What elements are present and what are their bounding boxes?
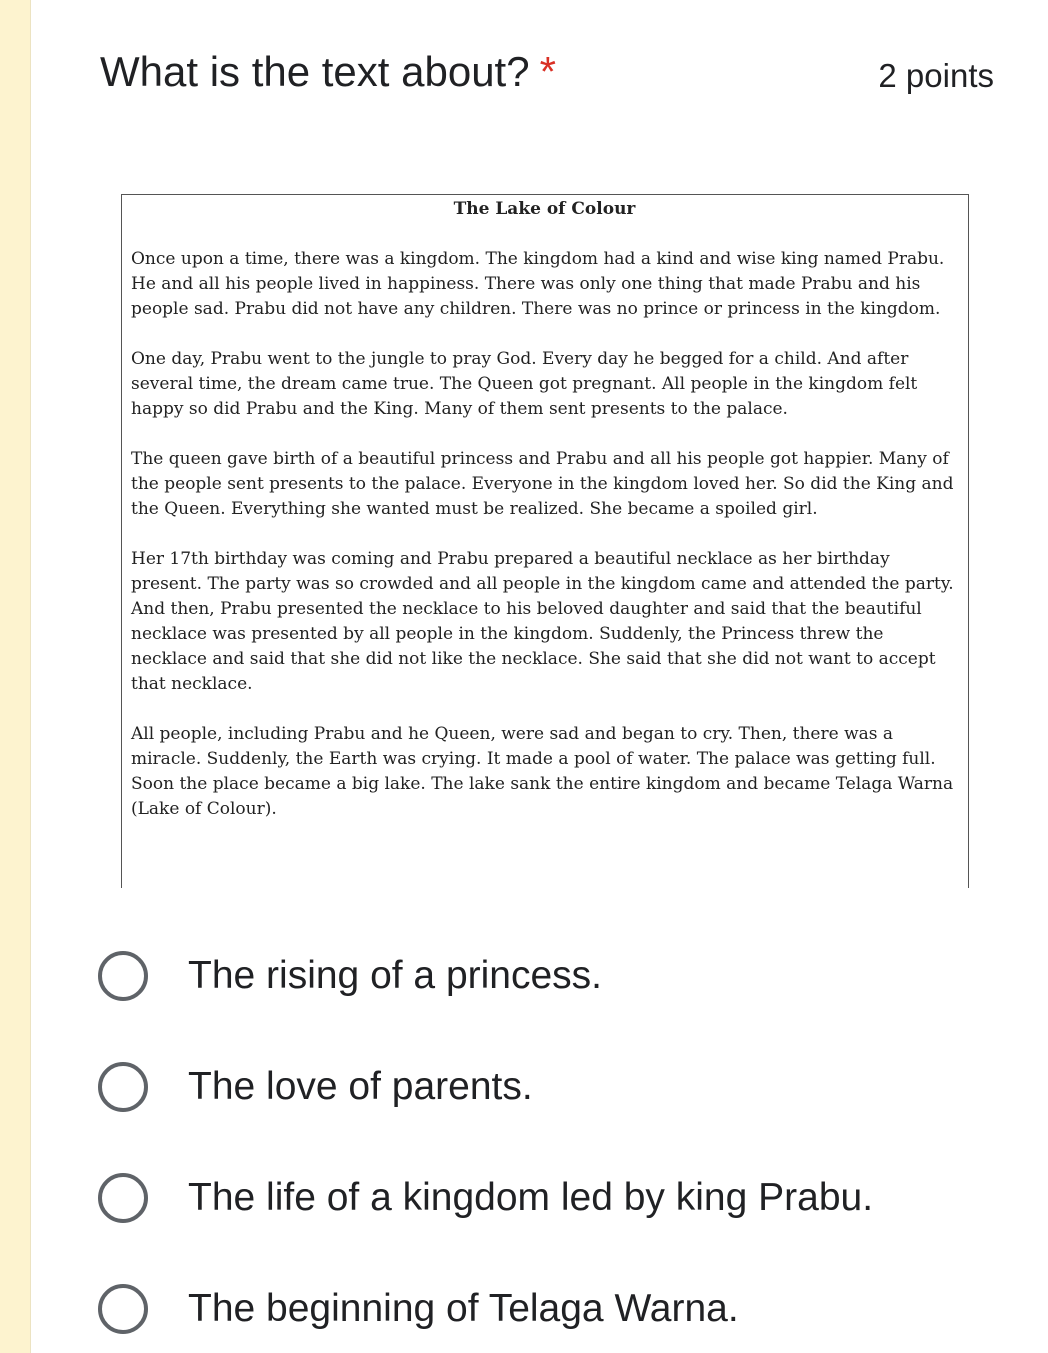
radio-button[interactable] [98,1173,148,1223]
passage-paragraph: Once upon a time, there was a kingdom. The kingdom had a kind and wise king named Prabu. He and all his people lived in happiness. There was only one thing that made Prabu and his people sad. Prabu did not have any children. There was no prince or princess in the kingdom. [131,249,945,319]
option-beginning-telaga-warna[interactable] [98,1253,1018,1353]
radio-button[interactable] [98,951,148,1001]
required-marker: * [539,48,556,95]
answer-options [98,920,1018,1353]
option-rising-princess[interactable] [98,920,1018,1031]
side-accent-strip [0,0,31,1353]
option-label[interactable]: The rising of a princess. [188,953,603,997]
option-label[interactable]: The love of parents. [188,1064,533,1108]
option-life-kingdom[interactable] [98,1142,1018,1253]
passage-paragraph: The queen gave birth of a beautiful princess and Prabu and all his people got happier. Many of the people sent presents to the palace. Everyone in the kingdom loved her. So did the King and the Queen. Everything she wanted must be realized. She became a spoiled girl. [131,449,954,519]
radio-button[interactable] [98,1284,148,1334]
points-label: 2 points [878,57,994,94]
radio-button[interactable] [98,1062,148,1112]
passage-paragraph: One day, Prabu went to the jungle to pray God. Every day he begged for a child. And after several time, the dream came true. The Queen got pregnant. All people in the kingdom felt happy so did Prabu and the King. Many of them sent presents to the palace. [131,349,918,419]
question-title [100,48,556,96]
option-label[interactable]: The life of a kingdom led by king Prabu. [188,1175,874,1219]
passage-paragraph: All people, including Prabu and he Queen, were sad and began to cry. Then, there was a miracle. Suddenly, the Earth was crying. It made a pool of water. The palace was getting full. Soon the place became a big lake. The lake sank the entire kingdom and became Telaga Warna (Lake of Colour). [131,724,954,819]
option-love-parents[interactable] [98,1031,1018,1142]
question-header [100,48,1000,108]
passage-image [121,194,969,888]
question-title-text: What is the text about? [100,48,530,95]
option-label[interactable]: The beginning of Telaga Warna. [188,1286,739,1330]
passage-paragraph: Her 17th birthday was coming and Prabu prepared a beautiful necklace as her birthday present. The party was so crowded and all people in the kingdom came and attended the party. And then, Prabu presented the necklace to his beloved daughter and said that the beautiful necklace was presented by all people in the kingdom. Suddenly, the Princess threw the necklace and said that she did not like the necklace. She said that she did not want to accept that necklace. [131,549,954,694]
passage-title: The Lake of Colour [453,199,636,219]
